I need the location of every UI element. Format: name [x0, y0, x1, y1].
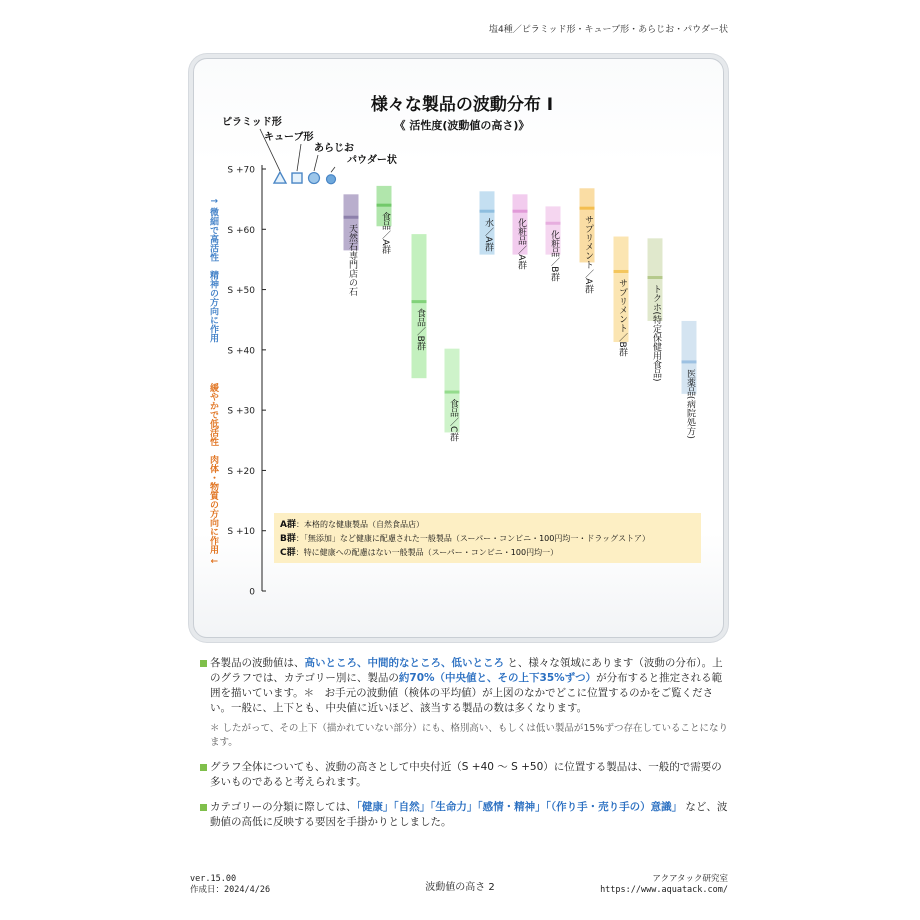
legend-key: B群	[280, 534, 296, 544]
legend-entry	[280, 532, 650, 544]
salt-marker	[327, 153, 397, 184]
median-line	[546, 222, 561, 225]
salt-marker-label: パウダー状	[347, 155, 397, 166]
range-bar-label: トクホ(特定保健用食品)	[651, 284, 661, 382]
y-tick-label: 0	[249, 587, 255, 598]
marker-leader-line	[331, 167, 335, 172]
y-tick-label: S +20	[227, 466, 255, 477]
range-bar	[412, 234, 427, 378]
range-bar	[580, 188, 595, 294]
range-bar-label: 食品／C群	[448, 399, 458, 442]
legend-entry	[280, 546, 558, 558]
range-bar-label: 食品／A群	[380, 212, 390, 255]
triangle-marker-icon	[274, 172, 286, 183]
range-bar-label: 化粧品／B群	[549, 230, 559, 282]
footer-page-title: 波動値の高さ 2	[425, 882, 495, 893]
y-tick-label: S +40	[227, 346, 255, 357]
range-bar-rect	[412, 234, 427, 378]
circle-marker-icon	[309, 173, 320, 184]
footnote: ＊ したがって、その上下（描かれていない部分）にも、格別高い、もしくは低い製品が15%ずつ存在していることになります。	[210, 723, 728, 748]
chart-subtitle: 《 活性度(波動値の高さ)》	[394, 119, 530, 132]
chart-title: 様々な製品の波動分布 Ⅰ	[370, 95, 554, 115]
square-marker-icon	[292, 173, 302, 183]
legend-text: ：「無添加」など健康に配慮された一般製品（スーパー・コンビニ・100円均一・ドラッグストア）	[295, 534, 650, 543]
salt-marker-label: キューブ形	[264, 132, 314, 143]
legend-text: ：特に健康への配慮はない一般製品（スーパー・コンビニ・100円均一）	[295, 548, 559, 557]
range-bar	[682, 321, 697, 439]
legend-key: A群	[280, 520, 296, 530]
range-bar	[614, 237, 629, 358]
median-line	[648, 276, 663, 279]
range-bar-label: 天然石専門店の石	[347, 224, 357, 297]
y-tick-label: S +70	[227, 165, 255, 176]
marker-leader-line	[314, 155, 318, 171]
range-bar	[344, 194, 359, 297]
legend-text: ：本格的な健康製品（自然食品店）	[295, 520, 424, 529]
marker-leader-line	[297, 144, 301, 171]
range-bar	[546, 206, 561, 282]
range-bar-label: サプリメント／B群	[617, 278, 627, 357]
footer-url: https://www.aquatack.com/	[600, 885, 728, 895]
range-bar	[445, 349, 460, 443]
salt-marker	[264, 130, 314, 183]
median-line	[344, 216, 359, 219]
range-bar-label: サプリメント／A群	[583, 215, 593, 294]
y-tick-label: S +10	[227, 527, 255, 538]
range-bar	[377, 186, 392, 255]
range-bar	[480, 191, 495, 254]
footer-org: アクアタック研究室	[652, 874, 728, 884]
salt-marker-label: あらじお	[314, 143, 354, 154]
y-tick-label: S +50	[227, 286, 255, 297]
paragraph-3: カテゴリーの分類に際しては、「健康」「自然」「生命力」「感情・精神」「（作り手・売り手の）意識」 など、波動値の高低に反映する要因を手掛かりとしました。	[210, 801, 728, 828]
paragraph-1: 各製品の波動値は、高いところ、中間的なところ、低いところ と、様々な領域にあります（波動の分布）。上のグラフでは、カテゴリー別に、製品の約70%（中央値と、その上下35%ずつ）が分布すると推定される範囲を描いています。＊ お手元の波動値（検体の平均値）が上図のなかでどこに位置するのかをご覧ください。一般に、上下とも、中央値に近いほど、該当する製品の数は多くなります。	[210, 657, 723, 714]
range-bar-label: 医薬品(病院処方)	[685, 368, 695, 439]
header-note: 塩4種／ピラミッド形・キューブ形・あらじお・パウダー状	[488, 25, 728, 35]
footer-date: 作成日：2024/4/26	[190, 885, 271, 895]
median-line	[513, 210, 528, 213]
paragraph-2: グラフ全体についても、波動の高さとして中央付近（S +40 ～ S +50）に位置する製品は、一般的で需要の多いものであると考えられます。	[210, 761, 722, 788]
range-bar	[513, 194, 528, 270]
median-line	[480, 210, 495, 213]
y-tick-label: S +60	[227, 225, 255, 236]
y-axis-label-bottom: 緩やかで低活性 肉体・物質の方向に作用 ↓	[208, 383, 218, 565]
bullet-1	[200, 660, 207, 667]
bullet-3	[200, 804, 207, 811]
range-bar-label: 化粧品／A群	[516, 218, 526, 270]
footer-version: ver.15.00	[190, 874, 237, 884]
salt-marker-label: ピラミッド形	[222, 117, 282, 128]
median-line	[580, 207, 595, 210]
circle-marker-icon	[327, 175, 336, 184]
legend-entry	[280, 518, 424, 530]
range-bar-label: 食品／B群	[415, 308, 425, 351]
median-line	[445, 391, 460, 394]
median-line	[412, 300, 427, 303]
range-bar	[648, 238, 663, 381]
median-line	[682, 360, 697, 363]
y-tick-label: S +30	[227, 406, 255, 417]
median-line	[377, 204, 392, 207]
median-line	[614, 270, 629, 273]
legend-key: C群	[280, 548, 296, 558]
range-bar-label: 水／A群	[483, 218, 493, 252]
y-axis-label-top: ↑ 微細で高活性 精神の方向に作用	[208, 197, 218, 343]
bullet-2	[200, 764, 207, 771]
